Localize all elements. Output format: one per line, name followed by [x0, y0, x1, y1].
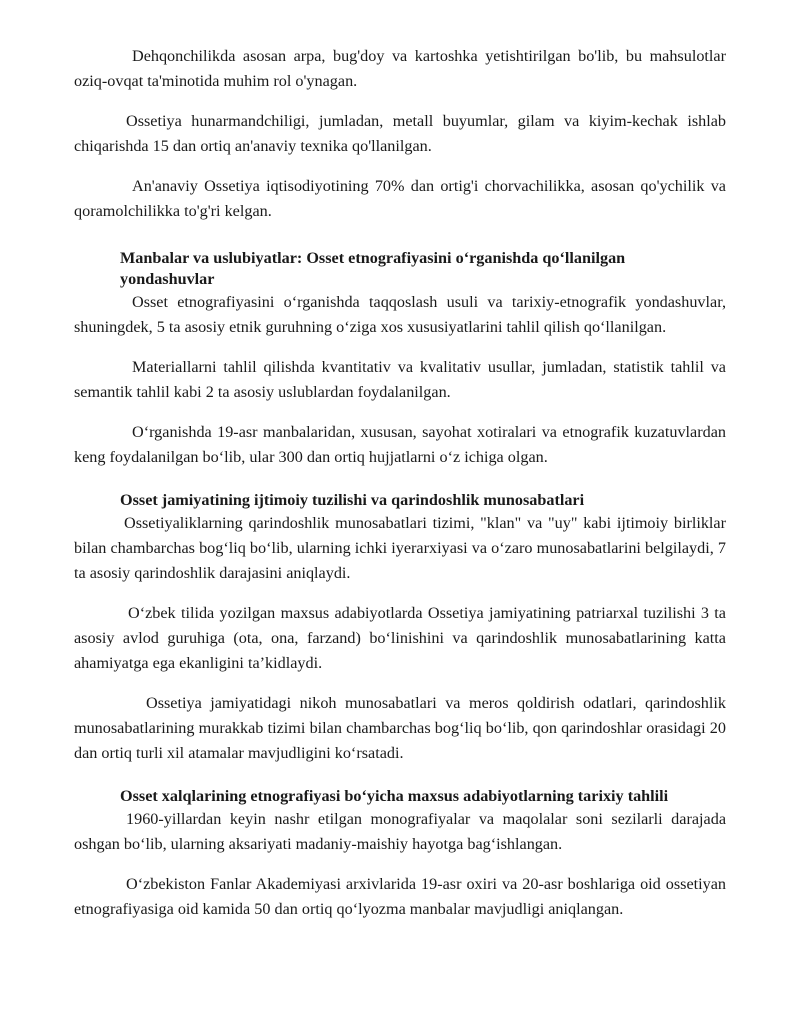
section-heading: Manbalar va uslubiyatlar: Osset etnografiyasini o‘rganishda qo‘llanilgan yondashuvlar [120, 249, 626, 288]
paragraph: Osset etnografiyasini o‘rganishda taqqoslash usuli va tarixiy-etnografik yondashuvlar, shuningdek, 5 ta asosiy etnik guruhning o‘ziga xos xususiyatlarini tahlil qilish qo‘llanilgan. [74, 293, 726, 336]
paragraph: 1960-yillardan keyin nashr etilgan monografiyalar va maqolalar soni sezilarli darajada oshgan bo‘lib, ularning aksariyati madaniy-maishiy hayotga bag‘ishlangan. [74, 810, 726, 853]
section-heading: Osset xalqlarining etnografiyasi bo‘yicha maxsus adabiyotlarning tarixiy tahlili [120, 787, 669, 805]
paragraph: Ossetiya hunarmandchiligi, jumladan, metall buyumlar, gilam va kiyim-kechak ishlab chiqarishda 15 dan ortiq an'anaviy texnika qo'llanilgan. [74, 112, 726, 155]
paragraph: An'anaviy Ossetiya iqtisodiyotining 70% dan ortig'i chorvachilikka, asosan qo'ychilik va qoramolchilikka to'g'ri kelgan. [74, 177, 726, 220]
paragraph: Ossetiyaliklarning qarindoshlik munosabatlari tizimi, "klan" va "uy" kabi ijtimoiy birliklar bilan chambarchas bog‘liq bo‘lib, ularning ichki iyerarxiyasi va o‘zaro munosabatlarini belgilaydi, 7 ta asosiy qarindoshlik darajasini aniqlaydi. [74, 514, 726, 582]
paragraph: O‘zbek tilida yozilgan maxsus adabiyotlarda Ossetiya jamiyatining patriarxal tuzilishi 3 ta asosiy avlod guruhiga (ota, ona, farzand) bo‘linishini va qarindoshlik munosabatlarining katta ahamiyatga ega ekanligini ta’kidlaydi. [74, 604, 726, 672]
document-page [74, 44, 726, 922]
section-heading: Osset jamiyatining ijtimoiy tuzilishi va qarindoshlik munosabatlari [120, 491, 585, 509]
paragraph: Ossetiya jamiyatidagi nikoh munosabatlari va meros qoldirish odatlari, qarindoshlik munosabatlarining murakkab tizimi bilan chambarchas bog‘liq bo‘lib, qon qarindoshlar orasidagi 20 dan ortiq turli xil atamalar mavjudligini ko‘rsatadi. [74, 694, 726, 762]
paragraph: Materiallarni tahlil qilishda kvantitativ va kvalitativ usullar, jumladan, statistik tahlil va semantik tahlil kabi 2 ta asosiy uslublardan foydalanilgan. [74, 358, 726, 401]
paragraph: Dehqonchilikda asosan arpa, bug'doy va kartoshka yetishtirilgan bo'lib, bu mahsulotlar oziq-ovqat ta'minotida muhim rol o'ynagan. [74, 47, 726, 90]
paragraph: O‘zbekiston Fanlar Akademiyasi arxivlarida 19-asr oxiri va 20-asr boshlariga oid ossetiyan etnografiyasiga oid kamida 50 dan ortiq qo‘lyozma manbalar mavjudligi aniqlangan. [74, 875, 726, 918]
paragraph: O‘rganishda 19-asr manbalaridan, xususan, sayohat xotiralari va etnografik kuzatuvlardan keng foydalanilgan bo‘lib, ular 300 dan ortiq hujjatlarni o‘z ichiga olgan. [74, 423, 726, 466]
